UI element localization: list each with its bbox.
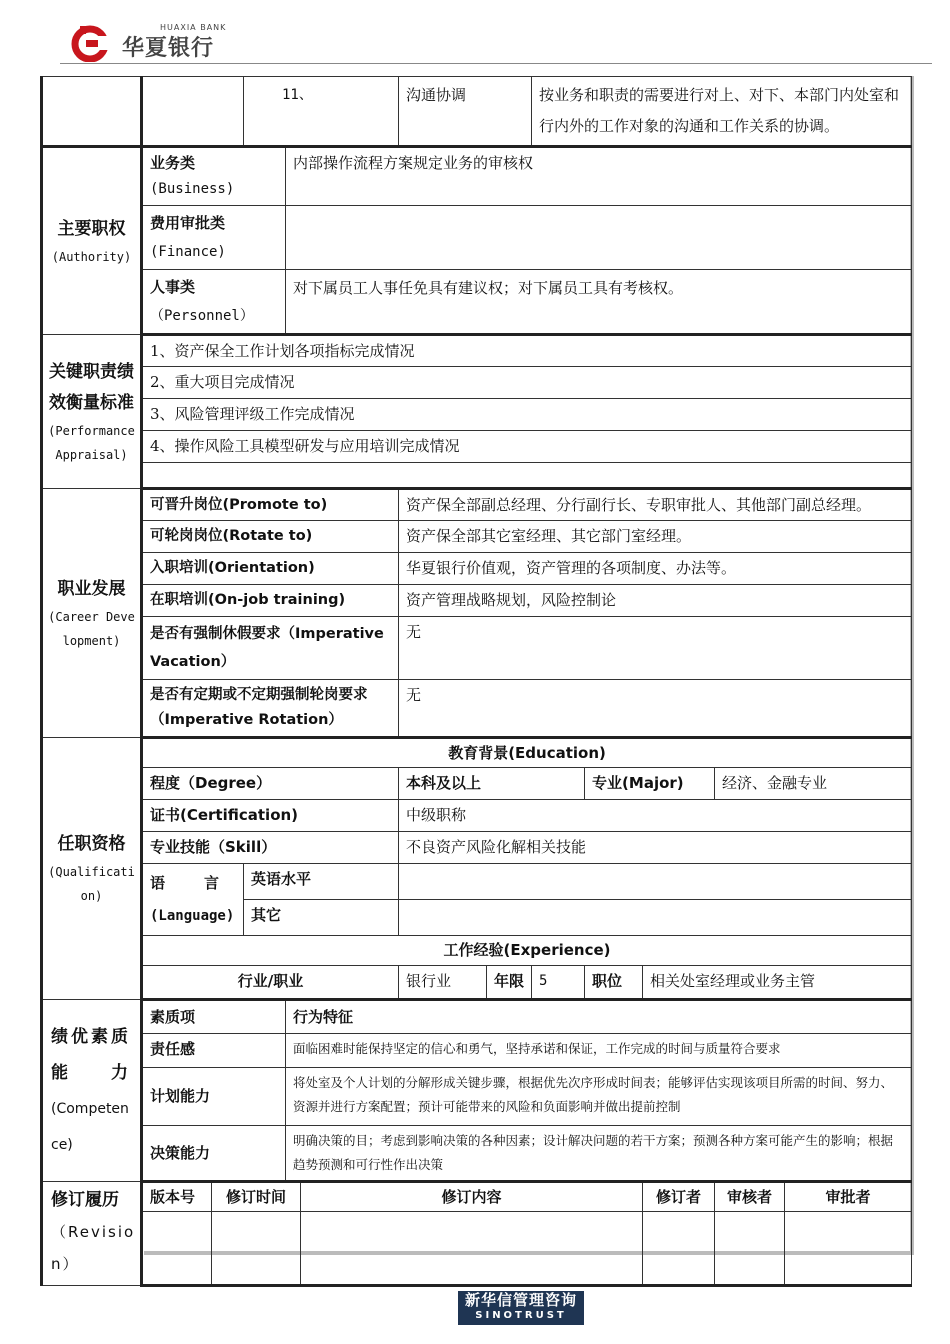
language-label [142,864,244,936]
revision-header-row [42,1182,912,1212]
career-field-label: 可轮岗岗位(Rotate to) [142,521,399,553]
kpi-label-cn: 关键职责绩效衡量标准 [49,361,134,413]
position-label: 职位 [585,966,643,1000]
revision-col-reviewer: 审核者 [715,1182,785,1212]
experience-row [42,966,912,1000]
header-rule [60,63,932,64]
duty-number: 11、 [244,77,399,147]
authority-content: 内部操作流程方案规定业务的审核权 [286,147,912,206]
kpi-item [142,463,912,489]
language-label-en: (Language) [150,908,235,924]
kpi-row [42,463,912,489]
career-field-value: 无 [399,680,912,738]
authority-content [286,206,912,270]
revision-cell [785,1212,912,1286]
authority-row [42,206,912,270]
authority-type [142,206,286,270]
revision-cell [301,1212,643,1286]
career-field-label: 入职培训(Orientation) [142,553,399,585]
revision-col-content: 修订内容 [301,1182,643,1212]
position-value: 相关处室经理或业务主管 [643,966,912,1000]
language-row [42,864,912,900]
authority-row [42,270,912,335]
language-label-cn: 语 言 [150,874,223,892]
qualification-label-cn: 任职资格 [57,834,126,854]
industry-label: 行业/职业 [142,966,399,1000]
revision-cell [715,1212,785,1286]
revision-cell [643,1212,715,1286]
duty-title: 沟通协调 [399,77,532,147]
revision-cell [212,1212,301,1286]
kpi-label-en: (Performance Appraisal) [48,423,135,462]
competence-label [42,1000,142,1182]
skill-row [42,832,912,864]
kpi-label [42,335,142,489]
page-header [0,0,950,70]
revision-col-date: 修订时间 [212,1182,301,1212]
other-language-label: 其它 [244,900,399,936]
duty-row [42,77,912,147]
competence-header-item: 素质项 [142,1000,286,1034]
degree-label: 程度（Degree） [142,768,399,800]
qualification-label [42,738,142,1000]
authority-type-en: (Finance) [150,244,226,260]
competence-label-en: (Competence) [51,1100,129,1153]
revision-label [42,1182,142,1286]
degree-value: 本科及以上 [399,768,585,800]
kpi-item: 4、操作风险工具模型研发与应用培训完成情况 [142,431,912,463]
career-row [42,617,912,680]
authority-type [142,270,286,335]
career-label-cn: 职业发展 [57,578,126,599]
revision-col-version: 版本号 [142,1182,212,1212]
career-field-value: 资产管理战略规划，风险控制论 [399,585,912,617]
footer-brand-en: SINOTRUST [475,1310,567,1321]
competence-item: 计划能力 [142,1068,286,1126]
authority-row [42,147,912,206]
competence-header-behavior: 行为特征 [286,1000,912,1034]
authority-type-en: （Personnel） [150,308,254,324]
education-title: 教育背景(Education) [142,738,912,768]
other-language-value [399,900,912,936]
years-label: 年限 [487,966,532,1000]
duty-category-cell [42,77,142,147]
cert-label: 证书(Certification) [142,800,399,832]
authority-type-en: (Business) [150,181,235,197]
kpi-row [42,367,912,399]
career-row [42,521,912,553]
kpi-row [42,335,912,367]
kpi-item: 1、资产保全工作计划各项指标完成情况 [142,335,912,367]
career-row [42,553,912,585]
duty-blank-cell [142,77,244,147]
revision-label-en: （Revision） [51,1223,136,1273]
revision-col-reviser: 修订者 [643,1182,715,1212]
authority-label [42,147,142,335]
sinotrust-logo [458,1291,584,1325]
footer-brand-cn: 新华信管理咨询 [464,1291,577,1309]
revision-label-cn: 修订履历 [51,1190,119,1210]
authority-type [142,147,286,206]
authority-type-cn: 业务类 [150,154,196,172]
kpi-row [42,431,912,463]
career-field-value: 资产保全部其它室经理、其它部门室经理。 [399,521,912,553]
revision-col-approver: 审批者 [785,1182,912,1212]
competence-behavior: 明确决策的目；考虑到影响决策的各种因素；设计解决问题的若干方案；预测各种方案可能产生的影响；根据趋势预测和可行性作出决策 [286,1126,912,1182]
revision-empty-row [42,1212,912,1286]
industry-value: 银行业 [399,966,487,1000]
experience-title: 工作经验(Experience) [142,936,912,966]
career-label [42,489,142,738]
career-field-value: 无 [399,617,912,680]
career-field-value: 华夏银行价值观，资产管理的各项制度、办法等。 [399,553,912,585]
experience-title-row [42,936,912,966]
english-label: 英语水平 [244,864,399,900]
career-row [42,585,912,617]
english-value [399,864,912,900]
major-value: 经济、金融专业 [715,768,912,800]
education-title-row [42,738,912,768]
competence-row [42,1068,912,1126]
career-field-label: 在职培训(On-job training) [142,585,399,617]
career-field-label: 是否有强制休假要求（Imperative Vacation） [142,617,399,680]
competence-header-row [42,1000,912,1034]
kpi-item: 3、风险管理评级工作完成情况 [142,399,912,431]
years-value: 5 [532,966,585,1000]
competence-row [42,1126,912,1182]
competence-item: 决策能力 [142,1126,286,1182]
huaxia-bank-logo-icon [70,24,110,62]
competence-item: 责任感 [142,1034,286,1068]
bank-name-cn: 华夏银行 [122,36,215,61]
revision-cell [142,1212,212,1286]
career-field-value: 资产保全部副总经理、分行副行长、专职审批人、其他部门副总经理。 [399,489,912,521]
cert-value: 中级职称 [399,800,912,832]
authority-type-cn: 人事类 [150,278,196,296]
duty-description: 按业务和职责的需要进行对上、对下、本部门内处室和行内外的工作对象的沟通和工作关系的协调。 [532,77,912,147]
skill-value: 不良资产风险化解相关技能 [399,832,912,864]
competence-behavior: 面临困难时能保持坚定的信心和勇气，坚持承诺和保证，工作完成的时间与质量符合要求 [286,1034,912,1068]
career-field-label: 可晋升岗位(Promote to) [142,489,399,521]
job-description-table [40,76,912,1287]
competence-label-cn: 绩优素质能 力 [51,1026,131,1083]
competence-behavior: 将处室及个人计划的分解形成关键步骤，根据优先次序形成时间表；能够评估实现该项目所需的时间、努力、资源并进行方案配置；预计可能带来的风险和负面影响并做出提前控制 [286,1068,912,1126]
degree-row [42,768,912,800]
authority-content: 对下属员工人事任免具有建议权；对下属员工具有考核权。 [286,270,912,335]
skill-label: 专业技能（Skill） [142,832,399,864]
bank-name-en: HUAXIA BANK [160,23,227,32]
qualification-label-en: (Qualification) [48,865,135,903]
career-field-label: 是否有定期或不定期强制轮岗要求（Imperative Rotation） [142,680,399,738]
career-row [42,489,912,521]
authority-label-cn: 主要职权 [57,218,126,239]
career-label-en: (Career Development) [48,609,135,648]
authority-label-en: (Authority) [51,249,132,264]
kpi-row [42,399,912,431]
major-label: 专业(Major) [585,768,715,800]
authority-type-cn: 费用审批类 [150,214,226,232]
competence-row [42,1034,912,1068]
career-row [42,680,912,738]
cert-row [42,800,912,832]
kpi-item: 2、重大项目完成情况 [142,367,912,399]
